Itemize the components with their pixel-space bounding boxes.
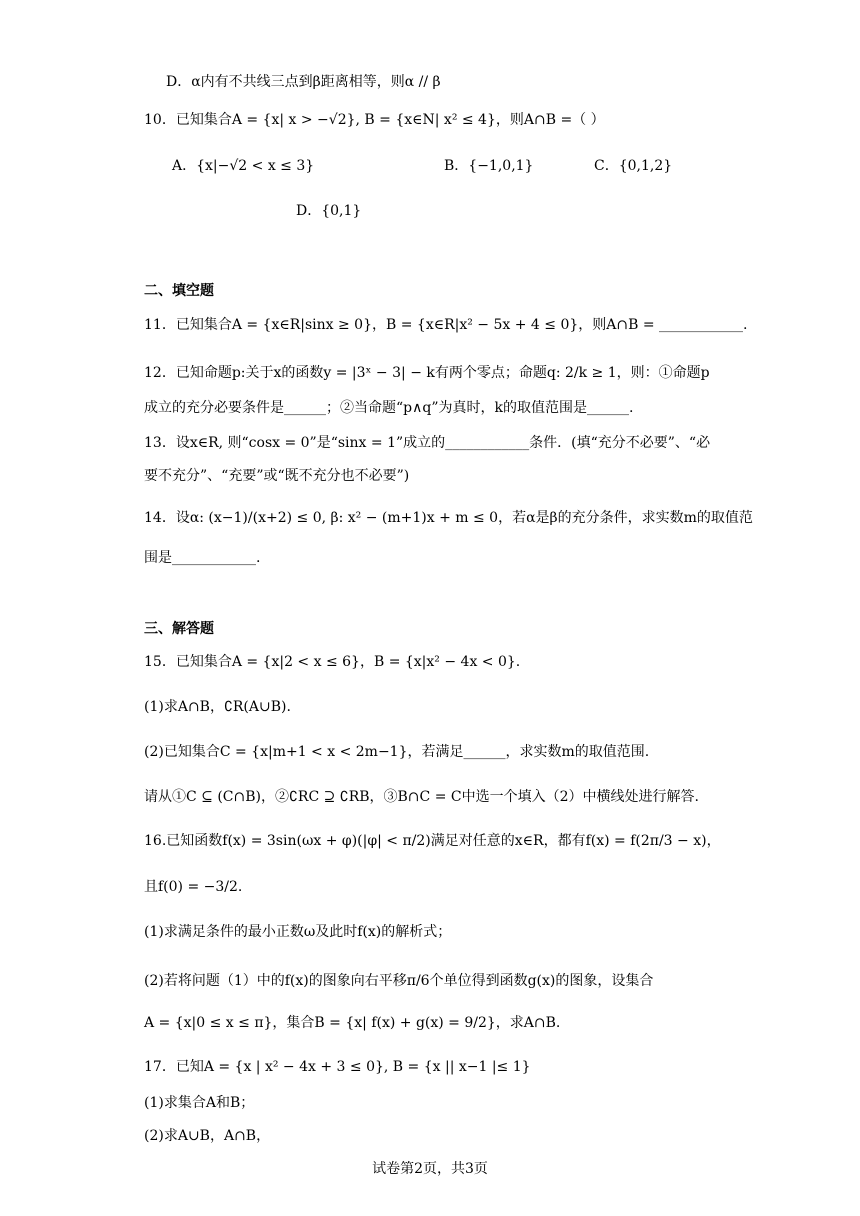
q12-stem-line2: 成立的充分必要条件是______；②当命题“p∧q”为真时，k的取值范围是______. (144, 400, 634, 416)
q17-part2: (2)求A∪B，A∩B， (144, 1128, 271, 1144)
q14-stem-line1: 14．设α: (x−1)/(x+2) ≤ 0, β: x² − (m+1)x + m ≤ 0，若α是β的充分条件，求实数m的取值范 (144, 510, 753, 526)
q11-stem: 11．已知集合A = {x∈R|sinx ≥ 0}，B = {x∈R|x² − 5x + 4 ≤ 0}，则A∩B = ____________. (144, 317, 748, 333)
q15-choice-note: 请从①C ⊆ (C∩B)，②∁RC ⊇ ∁RB，③B∩C = C中选一个填入（2）中横线处进行解答. (144, 789, 699, 805)
q10-stem: 10．已知集合A = {x| x > −√2}, B = {x∈N| x² ≤ 4}，则A∩B =（ ） (144, 112, 605, 128)
q15-part2: (2)已知集合C = {x|m+1 < x < 2m−1}，若满足______，求实数m的取值范围. (144, 744, 650, 760)
q10-option-d: D．{0,1} (296, 203, 362, 219)
q9-option-d: D．α内有不共线三点到β距离相等，则α // β (166, 74, 441, 90)
q15-stem: 15．已知集合A = {x|2 < x ≤ 6}，B = {x|x² − 4x < 0}. (144, 654, 521, 670)
q10-option-c: C．{0,1,2} (594, 158, 673, 174)
q10-option-a: A．{x|−√2 < x ≤ 3} (172, 158, 315, 174)
q17-stem: 17．已知A = {x | x² − 4x + 3 ≤ 0}, B = {x || x−1 |≤ 1} (144, 1059, 531, 1075)
q16-stem-line2: 且f(0) = −3/2. (144, 879, 243, 895)
section-solve-heading: 三、解答题 (144, 621, 214, 637)
page-footer: 试卷第2页，共3页 (372, 1161, 488, 1177)
q16-part1: (1)求满足条件的最小正数ω及此时f(x)的解析式； (144, 924, 452, 940)
section-fill-blank-heading: 二、填空题 (144, 283, 214, 299)
q16-stem-line1: 16.已知函数f(x) = 3sin(ωx + φ)(|φ| < π/2)满足对任意的x∈R，都有f(x) = f(2π/3 − x)， (144, 833, 721, 849)
q16-part2-line1: (2)若将问题（1）中的f(x)的图象向右平移π/6个单位得到函数g(x)的图象，设集合 (144, 973, 654, 989)
q13-stem-line1: 13．设x∈R, 则“cosx = 0”是“sinx = 1”成立的____________条件．(填“充分不必要”、“必 (144, 435, 711, 451)
q12-stem-line1: 12．已知命题p:关于x的函数y = |3ˣ − 3| − k有两个零点；命题q: 2/k ≥ 1，则：①命题p (144, 365, 710, 381)
q15-part1: (1)求A∩B，∁R(A∪B). (144, 699, 291, 715)
q13-stem-line2: 要不充分”、“充要”或“既不充分也不必要”) (144, 468, 410, 484)
q10-option-b: B．{−1,0,1} (444, 158, 534, 174)
q14-stem-line2: 围是____________. (144, 550, 261, 566)
q16-part2-line2: A = {x|0 ≤ x ≤ π}，集合B = {x| f(x) + g(x) = 9/2}，求A∩B. (144, 1015, 561, 1031)
q17-part1: (1)求集合A和B； (144, 1095, 255, 1111)
